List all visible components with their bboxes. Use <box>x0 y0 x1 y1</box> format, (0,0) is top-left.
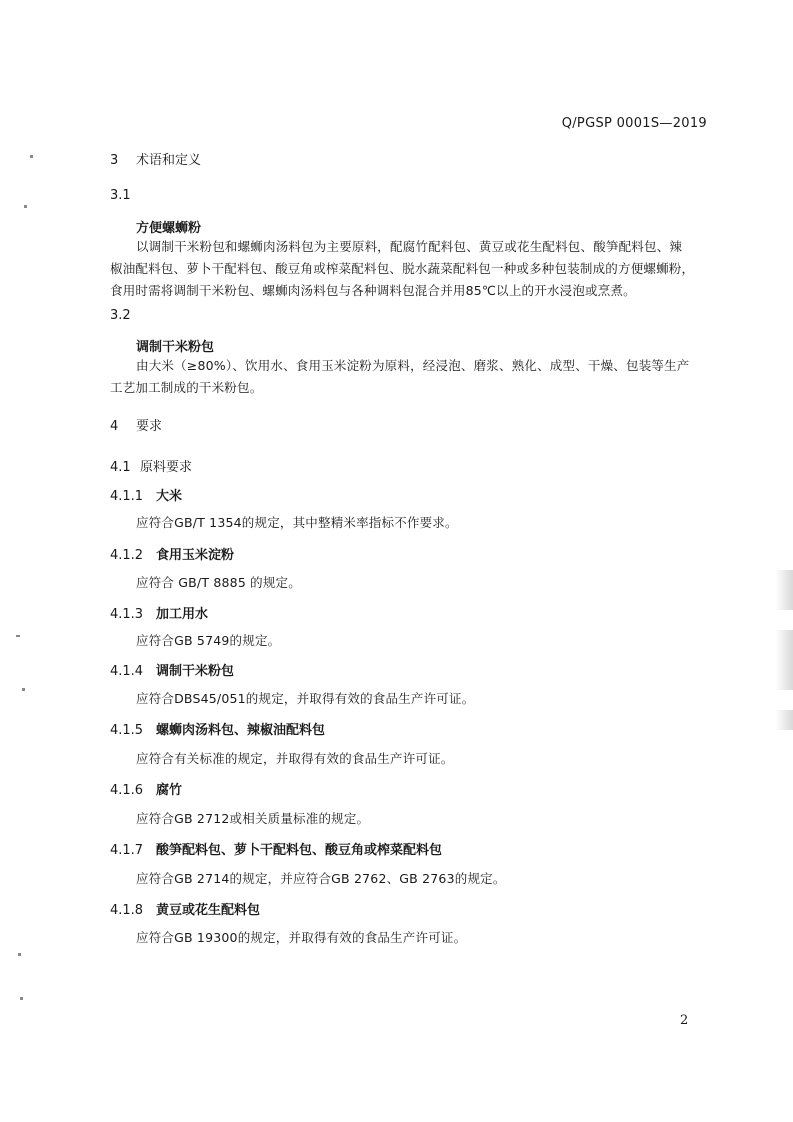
item-4-1-2-heading <box>110 544 234 563</box>
scan-edge-shadow <box>775 570 793 610</box>
item-title: 酸笋配料包、萝卜干配料包、酸豆角或榨菜配料包 <box>156 843 443 858</box>
item-number: 4.1.3 <box>110 607 144 622</box>
clause-3-2-line-2: 工艺加工制成的干米粉包。 <box>110 380 263 395</box>
item-title: 黄豆或花生配料包 <box>156 903 261 918</box>
item-4-1-6-text: 应符合GB 2712或相关质量标准的规定。 <box>136 811 370 826</box>
item-4-1-7-text: 应符合GB 2714的规定，并应符合GB 2762、GB 2763的规定。 <box>136 871 506 886</box>
scan-edge-shadow <box>775 630 793 690</box>
clause-3-2-number: 3.2 <box>110 308 131 323</box>
clause-3-2-term: 调制干米粉包 <box>136 340 215 355</box>
item-title: 螺蛳肉汤料包、辣椒油配料包 <box>156 723 326 738</box>
scan-edge-shadow <box>775 710 793 730</box>
item-number: 4.1.6 <box>110 783 144 798</box>
scan-speck <box>16 635 20 637</box>
scan-speck <box>30 155 33 158</box>
page-number: 2 <box>680 1013 689 1028</box>
item-title: 大米 <box>156 489 183 504</box>
clause-3-1-line-3: 食用时需将调制干米粉包、螺蛳肉汤料包与各种调料包混合并用85℃以上的开水浸泡或烹煮。 <box>110 283 636 298</box>
item-4-1-8-text: 应符合GB 19300的规定，并取得有效的食品生产许可证。 <box>136 930 467 945</box>
clause-number: 4.1 <box>110 460 131 475</box>
scan-speck <box>22 688 25 691</box>
clause-title: 原料要求 <box>140 460 193 475</box>
section-3-heading <box>110 149 201 168</box>
item-number: 4.1.2 <box>110 548 144 563</box>
item-4-1-5-text: 应符合有关标准的规定，并取得有效的食品生产许可证。 <box>136 751 454 766</box>
clause-3-1-line-1: 以调制干米粉包和螺蛳肉汤料包为主要原料，配腐竹配料包、黄豆或花生配料包、酸笋配料包、辣 <box>136 239 683 254</box>
item-4-1-6-heading <box>110 779 182 798</box>
section-number: 4 <box>110 419 119 434</box>
item-number: 4.1.7 <box>110 843 144 858</box>
item-title: 加工用水 <box>156 607 209 622</box>
standard-code: Q/PGSP 0001S—2019 <box>561 116 707 131</box>
clause-4-1-heading <box>110 456 192 475</box>
clause-3-1-number: 3.1 <box>110 188 131 203</box>
clause-3-1-term: 方便螺蛳粉 <box>136 221 202 236</box>
scan-speck <box>18 953 21 956</box>
item-4-1-3-text: 应符合GB 5749的规定。 <box>136 633 281 648</box>
item-4-1-2-text: 应符合 GB/T 8885 的规定。 <box>136 575 301 590</box>
item-number: 4.1.4 <box>110 664 144 679</box>
clause-3-2-line-1: 由大米（≥80%）、饮用水、食用玉米淀粉为原料，经浸泡、磨浆、熟化、成型、干燥、包装等生产 <box>136 358 690 373</box>
item-4-1-7-heading <box>110 839 442 858</box>
section-number: 3 <box>110 153 119 168</box>
item-title: 腐竹 <box>156 783 183 798</box>
scan-speck <box>20 997 23 1000</box>
item-title: 调制干米粉包 <box>156 664 235 679</box>
scan-speck <box>24 205 27 208</box>
section-title: 术语和定义 <box>136 153 202 168</box>
clause-3-1-line-2: 椒油配料包、萝卜干配料包、酸豆角或榨菜配料包、脱水蔬菜配料包一种或多种包装制成的方便螺蛳粉， <box>110 261 695 276</box>
section-4-heading <box>110 415 162 434</box>
item-number: 4.1.8 <box>110 903 144 918</box>
item-4-1-4-text: 应符合DBS45/051的规定，并取得有效的食品生产许可证。 <box>136 691 475 706</box>
item-4-1-8-heading <box>110 899 260 918</box>
section-title: 要求 <box>136 419 163 434</box>
item-4-1-4-heading <box>110 660 234 679</box>
item-number: 4.1.5 <box>110 723 144 738</box>
item-number: 4.1.1 <box>110 489 144 504</box>
item-4-1-3-heading <box>110 603 208 622</box>
item-4-1-1-text: 应符合GB/T 1354的规定，其中整精米率指标不作要求。 <box>136 515 458 530</box>
item-4-1-1-heading <box>110 485 182 504</box>
item-title: 食用玉米淀粉 <box>156 548 235 563</box>
item-4-1-5-heading <box>110 719 325 738</box>
